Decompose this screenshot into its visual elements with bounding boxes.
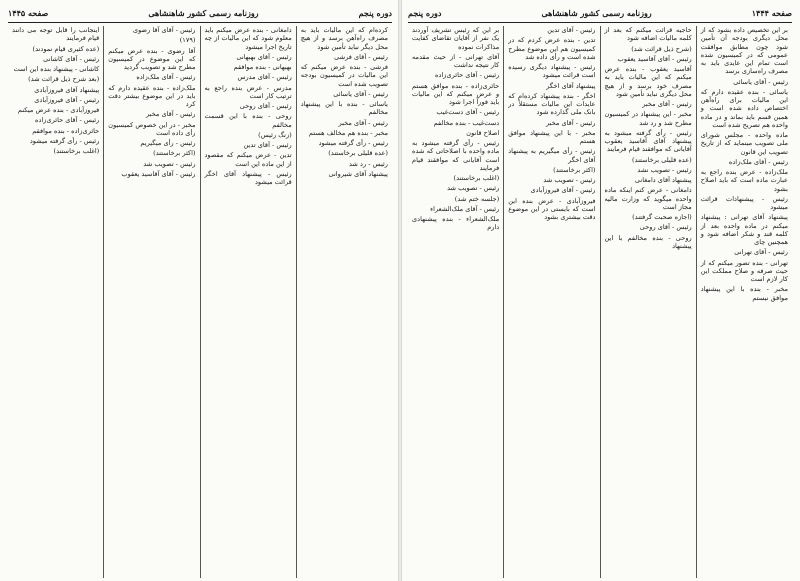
- right-page-number-group: [752, 8, 792, 18]
- column-paragraph: رئیس - آقای بهبهانی: [236, 52, 292, 61]
- column-paragraph: مخبر - در این خصوص کمیسیون رأی داده است: [108, 120, 196, 137]
- column-paragraph: رئیس - آقای مخبر: [642, 100, 692, 108]
- column-paragraph: رئیس - تصویب شد: [447, 184, 500, 193]
- column-paragraph: (عده قلیلی برخاستند): [632, 155, 692, 164]
- column-paragraph: رئیس - آقای تدین: [243, 141, 292, 149]
- column-paragraph: ملک‌الشعراء - بنده پیشنهادی دارم: [412, 215, 500, 232]
- column-paragraph: اصلاح قانون: [466, 128, 500, 137]
- column-paragraph: مدرس - عرض بنده راجع به ترتیب کار است: [204, 83, 292, 100]
- left-column: [201, 26, 297, 578]
- column-paragraph: رئیس - پیشنهادات قرائت میشود: [700, 194, 788, 211]
- column-paragraph: رئیس - آقای آقاسید یعقوب: [121, 169, 196, 178]
- column-paragraph: (بعد شرح ذیل قرائت شد): [28, 75, 100, 84]
- right-column: [504, 26, 600, 578]
- right-column: [601, 26, 697, 578]
- column-paragraph: رئیس - آقای فیروزآبادی: [530, 186, 596, 195]
- left-session: دوره پنجم: [358, 8, 392, 18]
- column-paragraph: (شرح ذیل قرائت شد): [631, 44, 692, 53]
- column-paragraph: رئیس - آقای آقاسید یعقوب: [617, 54, 692, 63]
- column-paragraph: ملک‌زاده - عرض بنده راجع به عبارت ماده است که باید اصلاح بشود: [700, 168, 788, 193]
- column-paragraph: دست‌غیب - بنده مخالفم: [433, 118, 500, 127]
- column-paragraph: رئیس - رأی گرفته میشود به پیشنهاد آقای آقاسید یعقوب آقایانی که موافقند قیام فرمایند: [604, 128, 692, 154]
- column-paragraph: حائری‌زاده - بنده موافقم: [32, 126, 100, 135]
- column-paragraph: رئیس - آقای یاسائی: [733, 77, 788, 86]
- left-page-label: صفحه: [27, 8, 49, 18]
- column-paragraph: رئیس - آقای ملک‌زاده: [728, 157, 788, 166]
- column-paragraph: (جلسه ختم شد): [454, 194, 500, 203]
- column-paragraph: بر این تخصیص داده بشود که از محل دیگری بودجه آن تأمین شود چون مطابق موافقت عمومی که در کمیسیون شده است تمام این عایدی باید به مصرف راه‌سازی برسد: [700, 26, 788, 76]
- column-paragraph: (اغلب برخاستند): [53, 147, 100, 155]
- column-paragraph: (اغلب برخاستند): [453, 174, 500, 182]
- column-paragraph: رئیس - آقای کاشانی: [43, 54, 100, 63]
- column-paragraph: پیشنهاد آقای فیروزآبادی: [34, 85, 100, 94]
- column-paragraph: مخبر - بنده هم مخالف هستم: [308, 128, 388, 137]
- right-column: [408, 26, 504, 578]
- column-paragraph: رئیس - رأی میگیریم: [140, 139, 196, 147]
- right-page-header: [408, 6, 792, 23]
- right-session: دوره پنجم: [408, 8, 442, 18]
- column-paragraph: رئیس - آقای تهرانی: [734, 248, 788, 257]
- column-paragraph: یاسائی - بنده با این پیشنهاد مخالفم: [300, 100, 388, 117]
- column-paragraph: فرشی - بنده عرض میکنم که این مالیات در کمیسیون بودجه تصویب شده است: [300, 63, 388, 88]
- column-paragraph: فیروزآبادی - عرض بنده این است که بایستی در این موضوع دقت بیشتری بشود: [508, 196, 596, 221]
- right-title: روزنامه رسمی کشور شاهنشاهی: [541, 8, 652, 18]
- column-paragraph: پیشنهاد آقای تهرانی : پیشنهاد میکنم در ماده واحده بعد از کلمه قند و شکر اضافه شود و همچنین چای: [700, 213, 788, 246]
- column-paragraph: پیشنهاد آقای اخگر: [546, 81, 596, 90]
- column-paragraph: رئیس - رأی گرفته میشود: [29, 136, 100, 145]
- column-paragraph: حاجیه قرائت میکنم که بعد از کلمه مالیات اضافه شود: [604, 26, 692, 43]
- left-column: [8, 26, 104, 578]
- column-paragraph: رئیس - آقای مدرس: [237, 73, 292, 82]
- column-paragraph: یاسائی - بنده عقیده دارم که این مالیات برای راه‌آهن اختصاص داده شده است و همین قسم باید بماند و در ماده واحده هم تصریح شده است: [700, 87, 788, 129]
- right-page: [400, 0, 800, 581]
- column-paragraph: رئیس - رأی گرفته میشود به ماده واحده با اصلاحاتی که شده است آقایانی که موافقند قیام فرمایند: [412, 139, 500, 172]
- column-paragraph: بر این که رئیس تشریف آوردند یک نفر از آقایان تقاضای کفایت مذاکرات نموده: [412, 26, 500, 51]
- column-paragraph: رئیس - آقای روحی: [639, 223, 692, 232]
- column-paragraph: کرده‌ام که این مالیات باید به مصرف راه‌آهن برسد و از هیچ محل دیگر نباید تأمین شود: [300, 26, 388, 51]
- column-paragraph: بهبهانی - بنده موافقم: [233, 63, 292, 71]
- column-paragraph: کاشانی - پیشنهاد بنده این است: [13, 65, 100, 73]
- column-paragraph: (اجازه صحبت گرفتند): [632, 213, 692, 221]
- column-paragraph: دامغانی - عرض کنم اینکه ماده واحده میگوید که وزارت مالیه مجاز است: [604, 186, 692, 211]
- column-paragraph: رئیس - رأی گرفته میشود: [318, 139, 388, 147]
- column-paragraph: آقا رضوی - بنده عرض میکنم که این موضوع در کمیسیون مطرح شد و تصویب گردید: [108, 46, 196, 71]
- left-page-header: [8, 6, 392, 23]
- column-paragraph: اینجانب را قابل توجه می دانند قیام فرمایند: [12, 26, 100, 43]
- column-paragraph: دامغانی - بنده عرض میکنم باید معلوم شود که این مالیات از چه تاریخ اجرا میشود: [204, 26, 292, 51]
- column-paragraph: فیروزآبادی - بنده عرض میکنم: [17, 106, 100, 114]
- column-paragraph: (عده کثیری قیام نمودند): [32, 44, 100, 53]
- column-paragraph: پیشنهاد آقای شیروانی: [328, 169, 388, 178]
- left-column: [297, 26, 392, 578]
- column-paragraph: مخبر - این پیشنهاد در کمیسیون مطرح شد و رد شد: [604, 110, 692, 127]
- column-paragraph: پیشنهاد آقای دامغانی: [634, 176, 692, 184]
- column-paragraph: رئیس - آقای دست‌غیب: [436, 108, 500, 117]
- column-paragraph: رئیس - آقای ملک‌زاده: [136, 73, 196, 82]
- column-paragraph: ملک‌زاده - بنده عقیده دارم که باید در این موضوع بیشتر دقت کرد: [108, 83, 196, 108]
- right-column: [697, 26, 792, 578]
- column-paragraph: آقاسید یعقوب - بنده عرض میکنم که این مالیات باید به مصرف خود برسد و از هیچ محل دیگری نباید تأمین شود: [604, 65, 692, 98]
- column-paragraph: رئیس - آقای مخبر: [545, 118, 596, 127]
- column-paragraph: (زنگ رئیس): [258, 130, 292, 139]
- column-paragraph: رئیس - آقای آقا رضوی: [132, 26, 196, 34]
- column-paragraph: روحی - بنده با این قسمت مخالفم: [204, 112, 292, 129]
- left-page-number: ۱۴۴۵: [8, 8, 26, 18]
- column-paragraph: (۱۷۹): [179, 36, 196, 45]
- column-paragraph: رئیس - تصویب شد: [543, 176, 596, 184]
- column-paragraph: رئیس - آقای حائری‌زاده: [35, 116, 100, 125]
- column-paragraph: روحی - بنده مخالفم با این پیشنهاد: [604, 233, 692, 250]
- column-paragraph: رئیس - تصویب شد: [143, 159, 196, 168]
- right-page-number: ۱۴۴۴: [751, 8, 769, 18]
- column-paragraph: آقای تهرانی - از حیث مقدمه کار نتیجه نداشت: [412, 52, 500, 69]
- column-paragraph: رئیس - پیشنهاد آقای اخگر قرائت میشود: [204, 169, 292, 186]
- column-paragraph: مخبر - با این پیشنهاد موافق هستم: [508, 128, 596, 145]
- column-paragraph: تدین - عرض میکنم که مقصود از این ماده این است: [204, 151, 292, 168]
- right-page-label: صفحه: [771, 8, 792, 18]
- left-columns: [8, 26, 392, 578]
- column-paragraph: رئیس - آقای تدین: [547, 26, 596, 34]
- column-paragraph: رئیس - آقای ملک‌الشعراء: [430, 204, 500, 213]
- column-paragraph: تهرانی - بنده تصور میکنم که از حیث صرفه و صلاح مملکت این کار لازم است: [700, 258, 788, 283]
- column-paragraph: تدین - بنده عرض کردم که در کمیسیون هم این موضوع مطرح شده است و رأی داده شد: [508, 36, 596, 61]
- column-paragraph: (عده قلیلی برخاستند): [328, 149, 388, 158]
- column-paragraph: رئیس - رأی میگیریم به پیشنهاد آقای اخگر: [508, 147, 596, 164]
- column-paragraph: رئیس - آقای مخبر: [338, 118, 388, 127]
- column-paragraph: رئیس - آقای حائری‌زاده: [435, 71, 500, 80]
- column-paragraph: رئیس - پیشنهاد دیگری رسیده است قرائت میشود: [508, 63, 596, 80]
- column-paragraph: رئیس - آقای روحی: [239, 102, 292, 110]
- column-paragraph: رئیس - آقای فرشی: [334, 52, 388, 61]
- right-columns: [408, 26, 792, 578]
- column-paragraph: ماده واحده - مجلس شورای ملی تصویب مینماید که از تاریخ تصویب این قانون: [700, 131, 788, 156]
- column-paragraph: مخبر - بنده با این پیشنهاد موافق نیستم: [700, 285, 788, 302]
- left-column: [104, 26, 200, 578]
- column-paragraph: (اکثر برخاستند): [153, 149, 196, 158]
- column-paragraph: حائری‌زاده - بنده موافق هستم و عرض میکنم که این مالیات باید فوراً اجرا شود: [412, 81, 500, 106]
- left-title: روزنامه رسمی کشور شاهنشاهی: [148, 8, 259, 18]
- column-paragraph: رئیس - آقای فیروزآبادی: [34, 95, 100, 104]
- left-page-number-group: [8, 8, 48, 18]
- column-paragraph: رئیس - آقای یاسائی: [333, 89, 388, 98]
- column-paragraph: (اکثر برخاستند): [553, 165, 596, 174]
- column-paragraph: رئیس - تصویب نشد: [637, 165, 692, 174]
- column-paragraph: رئیس - رد شد: [348, 159, 388, 168]
- column-paragraph: رئیس - آقای مخبر: [145, 110, 196, 119]
- column-paragraph: اخگر - بنده پیشنهاد کرده‌ام که عایدات این مالیات مستقلاً در بانک ملی گذارده شود: [508, 91, 596, 117]
